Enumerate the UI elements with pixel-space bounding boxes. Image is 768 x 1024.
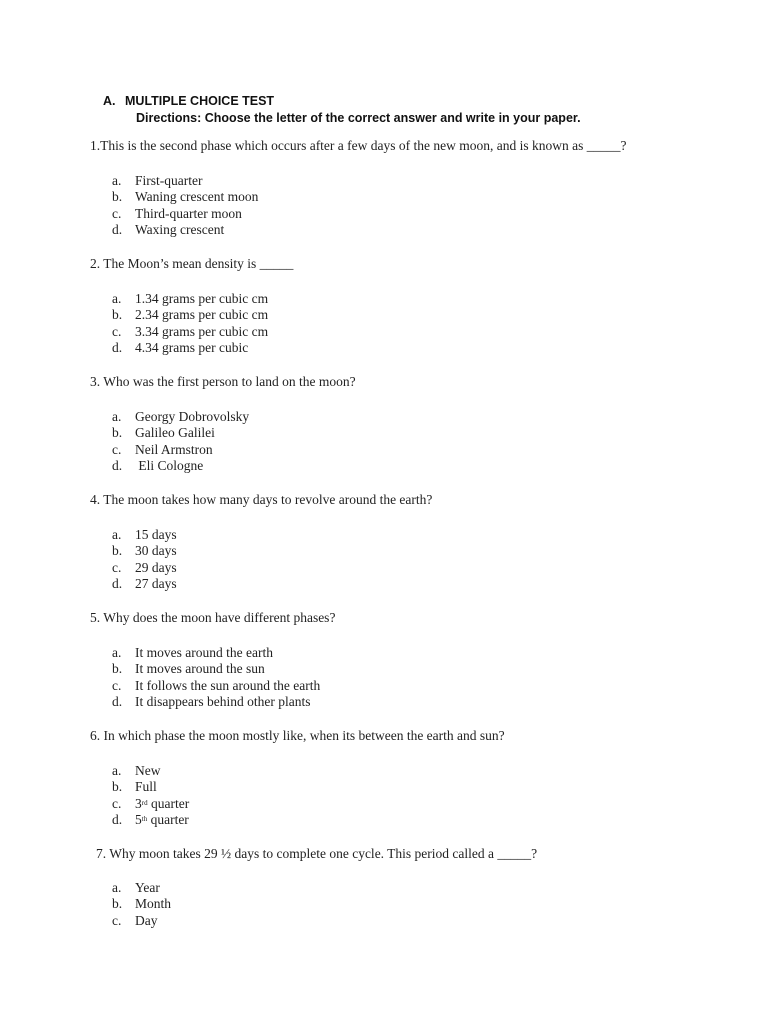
question-4: 4. The moon takes how many days to revolve around the earth? [90, 492, 433, 507]
option: d. It disappears behind other plants [112, 693, 311, 709]
question-5: 5. Why does the moon have different phases? [90, 610, 336, 625]
option: b. Full [112, 779, 157, 795]
option: b. Waning crescent moon [112, 189, 259, 205]
directions-text: Directions: Choose the letter of the correct answer and write in your paper. [136, 111, 581, 125]
option: a. 1.34 grams per cubic cm [112, 291, 269, 306]
option: a. New [112, 763, 161, 778]
option: d. 4.34 grams per cubic [112, 339, 249, 355]
question-5-options [112, 645, 320, 710]
section-letter: A. [103, 94, 116, 108]
question-1-options [112, 173, 258, 238]
question-3: 3. Who was the first person to land on the moon? [90, 374, 356, 389]
question-6-options [112, 763, 189, 828]
option: c. 29 days [112, 559, 177, 575]
option: b. 30 days [112, 543, 177, 559]
question-3-options [112, 409, 249, 474]
question-7-options [112, 880, 171, 929]
section-heading [103, 94, 274, 108]
option: b. 2.34 grams per cubic cm [112, 307, 269, 323]
question-6: 6. In which phase the moon mostly like, when its between the earth and sun? [90, 728, 505, 743]
option: c. It follows the sun around the earth [112, 677, 321, 693]
question-7: 7. Why moon takes 29 ½ days to complete one cycle. This period called a _____? [96, 846, 538, 861]
option: a. Georgy Dobrovolsky [112, 409, 250, 424]
question-4-options [112, 527, 177, 592]
option: d. Waxing crescent [112, 221, 225, 237]
option: c. Third-quarter moon [112, 205, 242, 221]
option: b. Galileo Galilei [112, 425, 215, 441]
option: d. Eli Cologne [112, 457, 204, 473]
option: d. 27 days [112, 575, 177, 591]
option: a. First-quarter [112, 173, 203, 188]
section-title: MULTIPLE CHOICE TEST [125, 94, 275, 108]
question-2: 2. The Moon’s mean density is _____ [90, 256, 294, 271]
option: a. Year [112, 880, 160, 895]
option: c. Day [112, 912, 158, 928]
option: b. Month [112, 896, 172, 912]
option: b. It moves around the sun [112, 661, 265, 677]
option: d. 5th quarter [112, 811, 189, 827]
option: a. It moves around the earth [112, 645, 273, 660]
question-1: 1.This is the second phase which occurs after a few days of the new moon, and is known as _____? [90, 138, 627, 153]
option: a. 15 days [112, 527, 177, 542]
option: c. Neil Armstron [112, 441, 213, 457]
option: c. 3.34 grams per cubic cm [112, 323, 269, 339]
question-2-options [112, 291, 268, 356]
option: c. 3rd quarter [112, 795, 190, 811]
